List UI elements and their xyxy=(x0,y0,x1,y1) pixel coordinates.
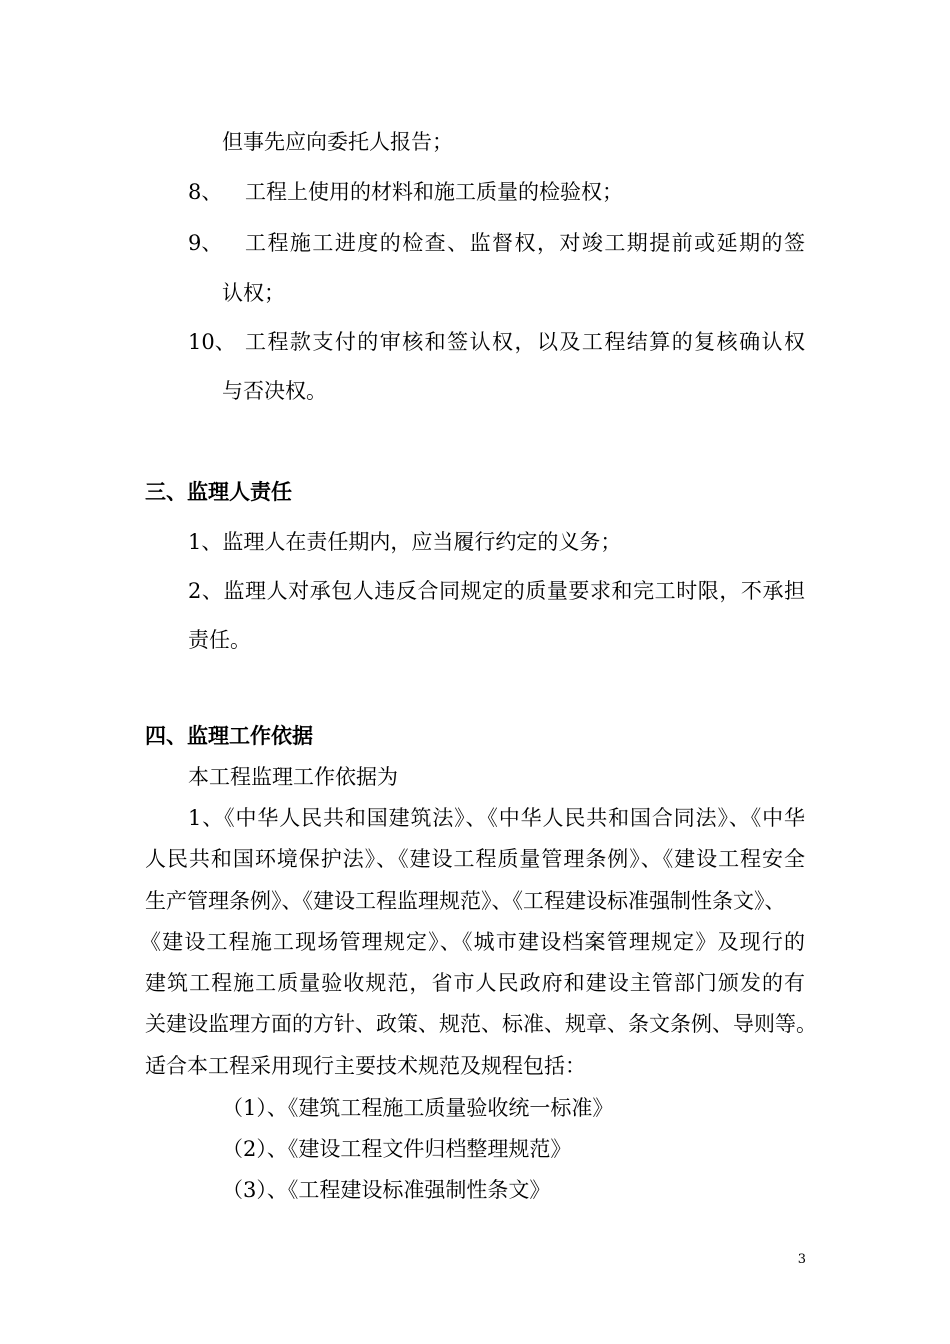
rights-item-10-continuation: 与否决权。 xyxy=(222,379,327,403)
section-3-item-1: 1、监理人在责任期内，应当履行约定的义务； xyxy=(188,530,622,554)
section-4-para-line-3: 生产管理条例》、《建设工程监理规范》、《工程建设标准强制性条文》、 xyxy=(145,889,786,913)
rights-continuation-line: 但事先应向委托人报告； xyxy=(222,130,453,154)
section-3-heading: 三、监理人责任 xyxy=(145,479,292,504)
rights-item-8-number: 8、 xyxy=(188,180,223,204)
section-4-heading: 四、监理工作依据 xyxy=(145,723,313,748)
page-number: 3 xyxy=(797,1252,806,1267)
standard-item-3: （3）、《工程建设标准强制性条文》 xyxy=(222,1178,551,1202)
section-4-para-line-1: 1、《中华人民共和国建筑法》、《中华人民共和国合同法》、《中华 xyxy=(188,806,805,830)
section-4-intro: 本工程监理工作依据为 xyxy=(188,765,398,789)
section-4-para-line-5: 建筑工程施工质量验收规范，省市人民政府和建设主管部门颁发的有 xyxy=(145,971,805,995)
section-3-item-2-line-1: 2、监理人对承包人违反合同规定的质量要求和完工时限，不承担 xyxy=(188,579,805,603)
rights-item-9-number: 9、 xyxy=(188,231,223,255)
section-4-para-line-2: 人民共和国环境保护法》、《建设工程质量管理条例》、《建设工程安全 xyxy=(145,847,805,871)
standard-item-1: （1）、《建筑工程施工质量验收统一标准》 xyxy=(222,1096,614,1120)
rights-item-9-text: 工程施工进度的检查、监督权，对竣工期提前或延期的签 xyxy=(245,231,805,255)
section-4-para-line-6: 关建设监理方面的方针、政策、规范、标准、规章、条文条例、导则等。 xyxy=(145,1012,817,1036)
rights-item-10-text: 工程款支付的审核和签认权，以及工程结算的复核确认权 xyxy=(245,330,805,354)
standard-item-2: （2）、《建设工程文件归档整理规范》 xyxy=(222,1137,572,1161)
section-3-item-2-line-2: 责任。 xyxy=(188,628,251,652)
rights-item-9-continuation: 认权； xyxy=(222,281,285,305)
section-4-para-line-7: 适合本工程采用现行主要技术规范及规程包括： xyxy=(145,1054,586,1078)
rights-item-10-number: 10、 xyxy=(188,330,236,354)
rights-item-8-text: 工程上使用的材料和施工质量的检验权； xyxy=(245,180,623,204)
section-4-para-line-4: 《建设工程施工现场管理规定》、《城市建设档案管理规定》及现行的 xyxy=(140,930,805,954)
